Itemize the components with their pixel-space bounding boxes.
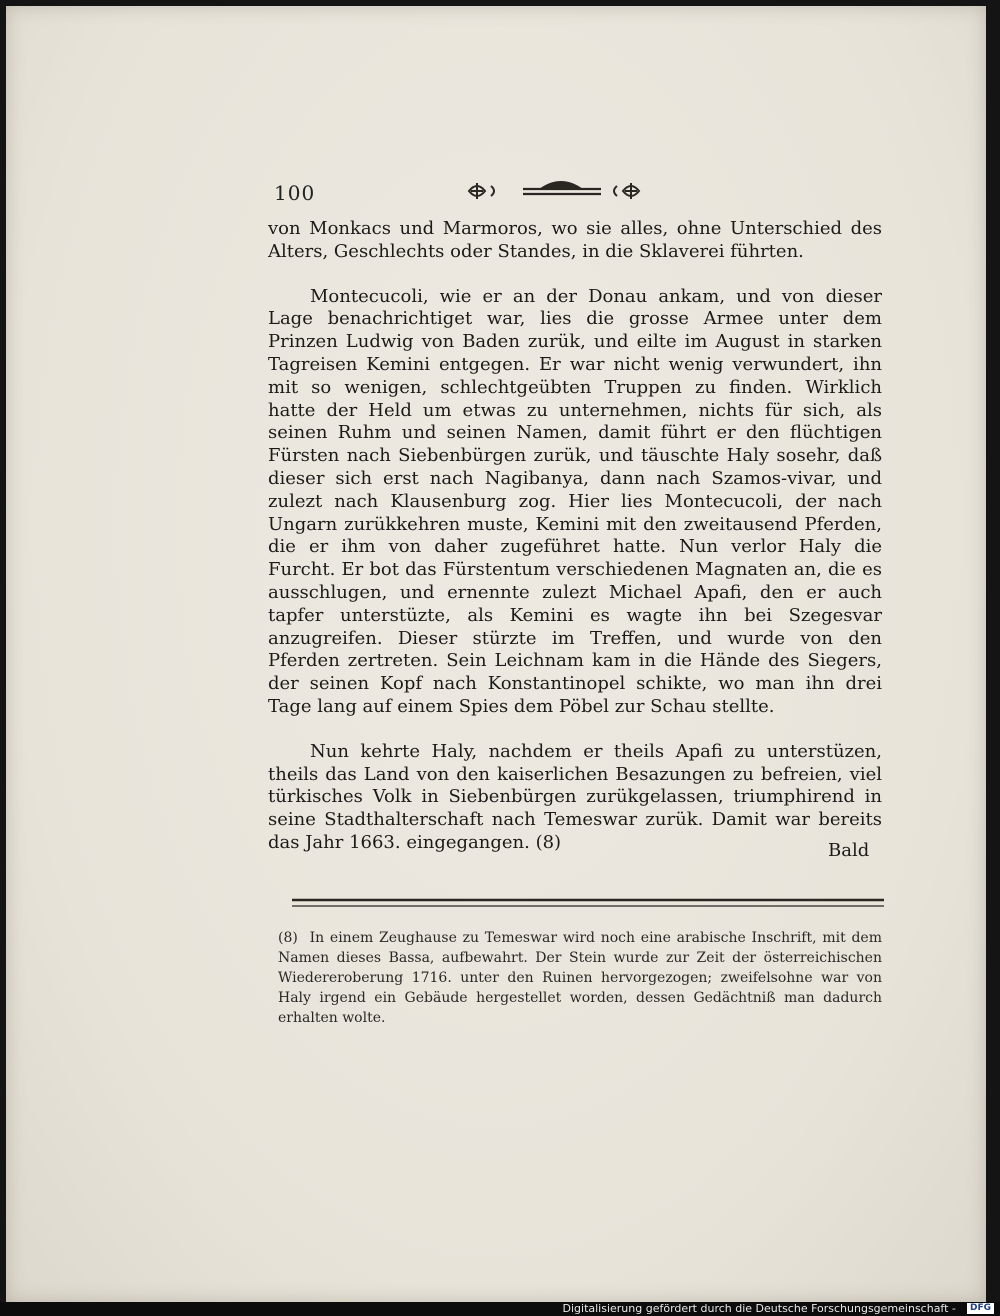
paragraph-continuation: von Monkacs und Marmoros, wo sie alles, ohne Unterschied des Alters, Geschlechts oder Standes, in die Sklaverei führten. (268, 218, 882, 262)
footnote-text: In einem Zeughause zu Temeswar wird noch eine arabische Inschrift, mit dem Namen dieses Bassa, aufbewahrt. Der Stein wurde zur Zeit der österreichischen Wiedereroberung 1716. unter den Ruinen hervorgezogen; zweifelsohne war von Haly irgend ein Gebäude hergestellet worden, dessen Gedächtniß man dadurch erhalten wolte. (278, 930, 882, 1026)
main-text (268, 218, 882, 855)
book-page (6, 6, 986, 1302)
double-rule-icon (292, 896, 884, 910)
catchword: Bald (828, 840, 870, 861)
footnote-marker: (8) (278, 930, 298, 946)
footnote (278, 928, 882, 1028)
paragraph-haly-return: Nun kehrte Haly, nachdem er theils Apafi zu unterstüzen, theils das Land von den kaiserlichen Besazungen zu befreien, viel türkisches Volk in Siebenbürgen zurükgelassen, triumphirend in seine Stadthalterschaft nach Temeswar zurük. Damit war bereits das Jahr 1663. eingegangen. (8) (268, 740, 882, 853)
dfg-logo: DFG (967, 1303, 994, 1314)
page-number: 100 (274, 181, 316, 205)
dfg-credit-text: Digitalisierung gefördert durch die Deutsche Forschungsgemeinschaft - (562, 1302, 956, 1315)
fleuron-ornament-icon (461, 178, 661, 204)
paragraph-montecucoli: Montecucoli, wie er an der Donau ankam, und von dieser Lage benachrichtiget war, lies die grosse Armee unter dem Prinzen Ludwig von Baden zurük, und eilte im August in starken Tagreisen Kemini entgegen. Er war nicht wenig verwundert, ihn mit so wenigen, schlechtgeübten Truppen zu finden. Wirklich hatte der Held um etwas zu unternehmen, nichts für sich, als seinen Ruhm und seinen Namen, damit führt er den flüchtigen Fürsten nach Siebenbürgen zurük, und täuschte Haly sosehr, daß dieser sich erst nach Nagibanya, dann nach Szamos-vivar, und zulezt nach Klausenburg zog. Hier lies Montecucoli, der nach Ungarn zurükkehren muste, Kemini mit den zweitausend Pferden, die er ihm von daher zugeführet hatte. Nun verlor Haly die Furcht. Er bot das Fürstentum verschiedenen Magnaten an, die es ausschlugen, und ernennte zulezt Michael Apafi, den er auch tapfer unterstüzte, als Kemini es wagte ihn bei Szegesvar anzugreifen. Dieser stürzte im Treffen, und wurde von den Pferden zertreten. Sein Leichnam kam in die Hände des Siegers, der seinen Kopf nach Konstantinopel schikte, wo man ihn drei Tage lang auf einem Spies dem Pöbel zur Schau stellte. (268, 285, 882, 717)
dfg-credit-bar (0, 1302, 1000, 1316)
